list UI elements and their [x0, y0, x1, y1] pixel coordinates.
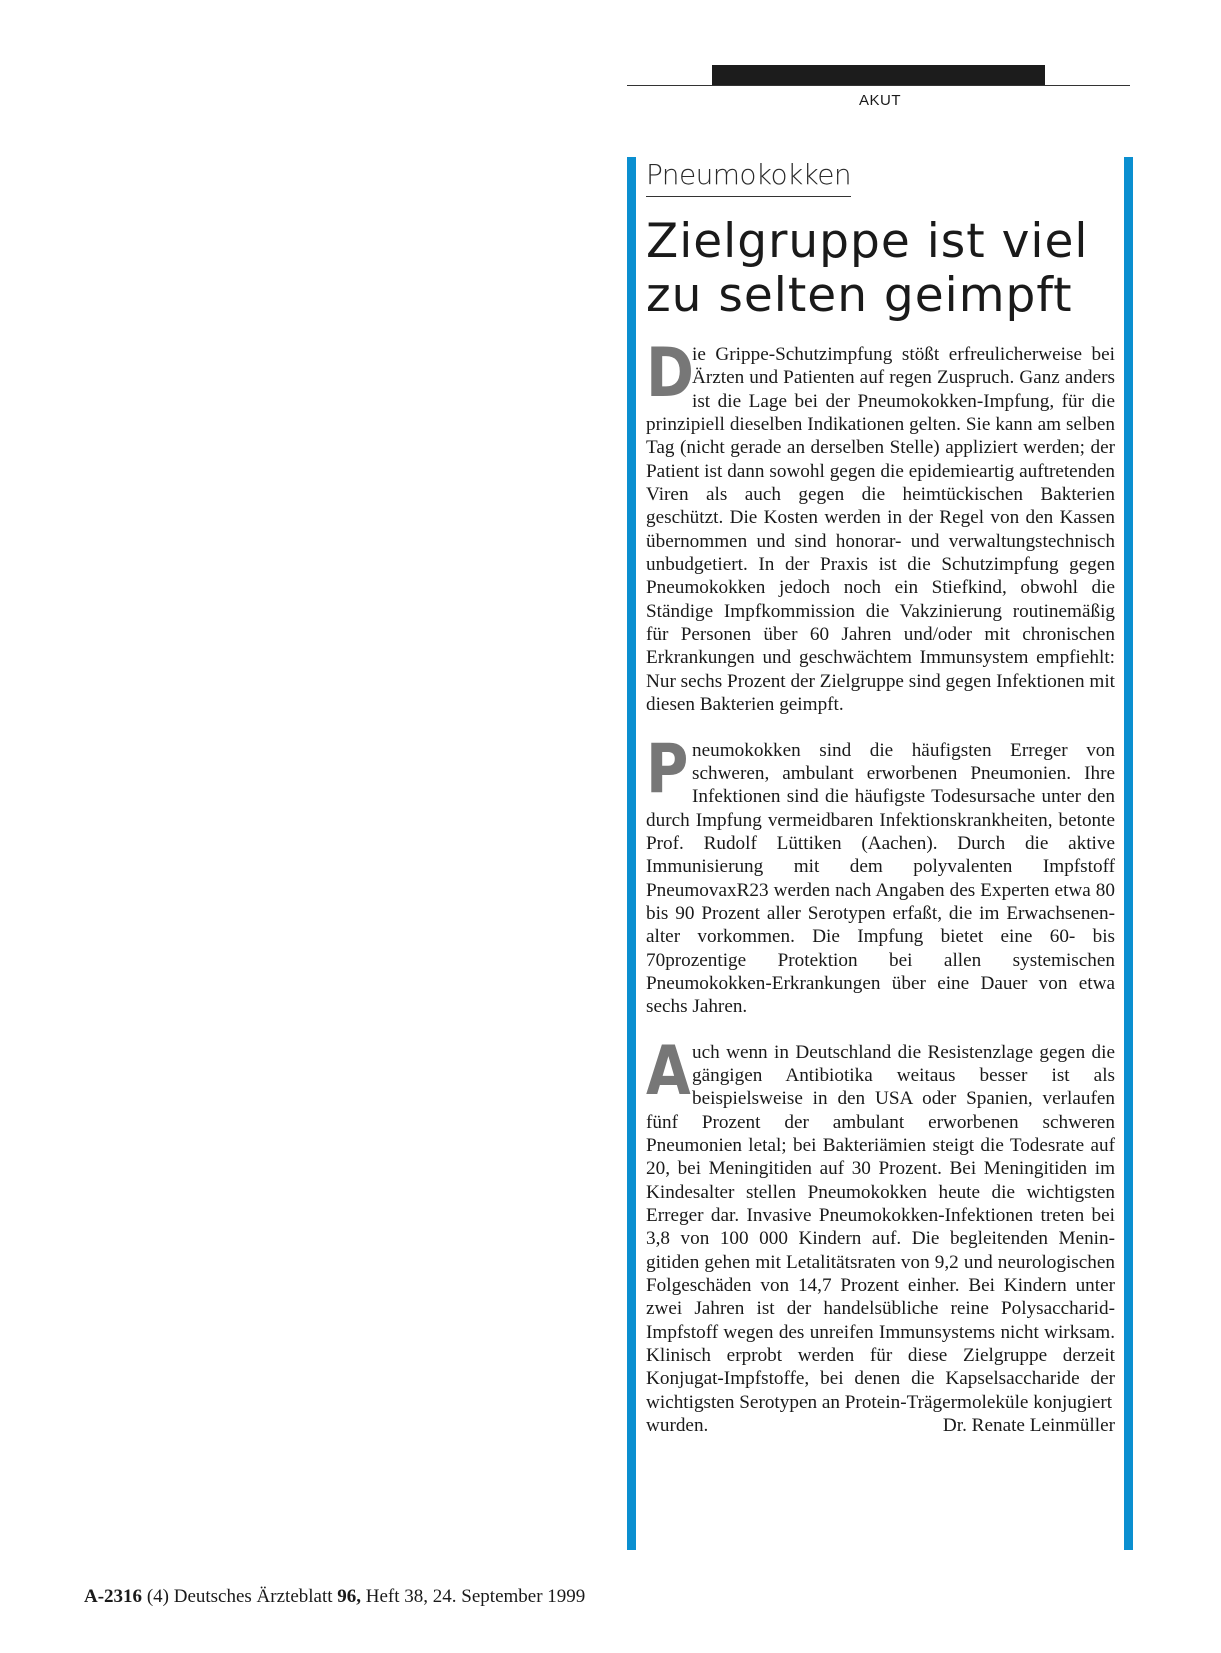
paragraph-text: neumokokken sind die häufigsten Erreger von schweren, ambulant erworbenen Pneumonien. Ihre Infektionen sind die häufigste Todesursache unter den durch Impfung vermeidbaren Infektionskrankheiten, betonte Prof. Rudolf Lüttiken (Aachen). Durch die aktive Immunisierung mit dem polyvalenten Impfstoff PneumovaxR23 werden nach Angaben des Experten etwa 80 bis 90 Prozent aller Serotypen erfaßt, die im Erwachsenenalter vorkommen. Die Impfung bietet eine 60- bis 70prozentige Protektion bei allen systemischen Pneumokokken-Erkrankungen über eine Dauer von etwa sechs Jahren.: [646, 739, 1115, 1018]
last-word: wurden.: [646, 1415, 709, 1437]
dropcap: A: [646, 1031, 691, 1111]
article-body: [646, 334, 1115, 1437]
paragraph-text: uch wenn in Deutschland die Resistenzlage gegen die gängigen Antibiotika weitaus besser ist als beispielsweise in den USA oder Spanien, verlaufen fünf Prozent der ambulant erworbenen schweren Pneumonien letal; bei Bakteriämien steigt die Todesrate auf 20, bei Meningitiden auf 30 Prozent. Bei Meningitiden im Kindesalter stellen Pneumokokken heute die wichtigsten Erreger dar. Invasive Pneumokokken-Infektionen treten bei 3,8 von 100 000 Kindern auf. Die begleitenden Meningitiden gehen mit Letalitätsraten von 9,2 und neurologischen Folgeschäden von 14,7 Prozent einher. Bei Kindern unter zwei Jahren ist der handelsübliche reine Polysaccharid-Impfstoff wegen des unreifen Immunsystems nicht wirksam. Klinisch erprobt werden für diese Zielgruppe derzeit Konjugat-Impfstoffe, bei denen die Kapselsaccharide der wichtigsten Serotypen an Protein-Trägermoleküle konjugiert: [646, 1041, 1115, 1413]
headline-line-1: Zielgruppe ist viel: [646, 214, 1089, 269]
headline-line-2: zu selten geimpft: [646, 268, 1073, 323]
paragraph-2: [646, 729, 1115, 1019]
dropcap: P: [646, 729, 689, 809]
closing-line: [646, 1414, 1115, 1437]
header-rule: [627, 85, 1130, 86]
article-headline: [646, 215, 1115, 323]
page-footer: [84, 1586, 585, 1608]
issue: Heft 38, 24. September 1999: [365, 1586, 586, 1607]
header-bar: [712, 65, 1045, 85]
byline: Dr. Renate Leinmüller: [942, 1415, 1115, 1437]
page-code: A-2316: [84, 1586, 143, 1607]
volume: 96,: [337, 1586, 362, 1607]
section-label: AKUT: [858, 92, 901, 109]
dropcap: D: [646, 334, 694, 413]
paragraph-text: ie Grippe-Schutzimpfung stößt erfreulicherweise bei Ärzten und Patienten auf regen Zuspruch. Ganz anders ist die Lage bei der Pneumokokken-Impfung, für die prinzipiell dieselben Indikationen gelten. Sie kann am selben Tag (nicht gerade an derselben Stelle) appliziert werden; der Patient ist dann sowohl gegen die epidemieartig auftretenden Viren als auch gegen die heimtückischen Bakterien geschützt. Die Kosten werden in der Regel von den Kassen übernommen und sind honorar- und verwaltungstechnisch unbudgetiert. In der Praxis ist die Schutzimpfung gegen Pneumokokken jedoch noch ein Stiefkind, obwohl die Ständige Impfkommission die Vakzinierung routinemäßig für Personen über 60 Jahren und/oder mit chronischen Erkrankungen und geschwächtem Immunsystem empfiehlt: Nur sechs Prozent der Zielgruppe sind gegen Infektionen mit diesen Bakterien geimpft.: [646, 344, 1115, 716]
article-box: [627, 157, 1133, 1550]
article-kicker: Pneumokokken: [646, 157, 851, 197]
page-extra: (4) Deutsches Ärzteblatt: [146, 1586, 333, 1607]
paragraph-3: [646, 1031, 1115, 1415]
paragraph-1: [646, 334, 1115, 717]
